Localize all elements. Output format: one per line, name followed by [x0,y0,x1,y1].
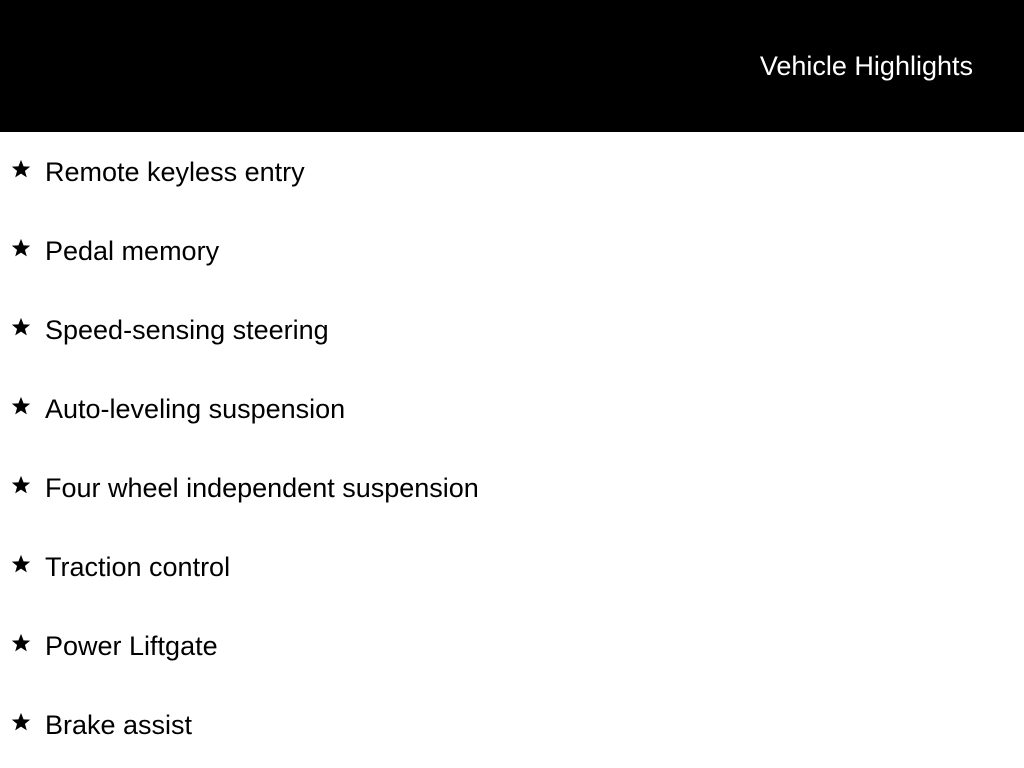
star-icon [10,237,32,259]
list-item-label: Power Liftgate [45,631,218,661]
list-item-label: Traction control [45,552,231,582]
list-item-label: Auto-leveling suspension [45,394,346,424]
list-item [0,527,1024,606]
star-icon [10,553,32,575]
highlights-list [0,132,1024,764]
star-icon [10,632,32,654]
list-item [0,132,1024,211]
star-icon [10,158,32,180]
list-item-label: Pedal memory [45,236,220,266]
page-title: Vehicle Highlights [759,51,973,81]
list-item [0,369,1024,448]
star-icon [10,474,32,496]
list-item-label: Brake assist [45,710,193,740]
list-item-label: Four wheel independent suspension [45,473,479,503]
list-item [0,685,1024,764]
star-icon [10,711,32,733]
list-item-label: Speed-sensing steering [45,315,329,345]
star-icon [10,316,32,338]
list-item [0,606,1024,685]
list-item [0,448,1024,527]
list-item-label: Remote keyless entry [45,157,305,187]
list-item [0,211,1024,290]
list-item [0,290,1024,369]
header-bar [0,0,1024,132]
star-icon [10,395,32,417]
